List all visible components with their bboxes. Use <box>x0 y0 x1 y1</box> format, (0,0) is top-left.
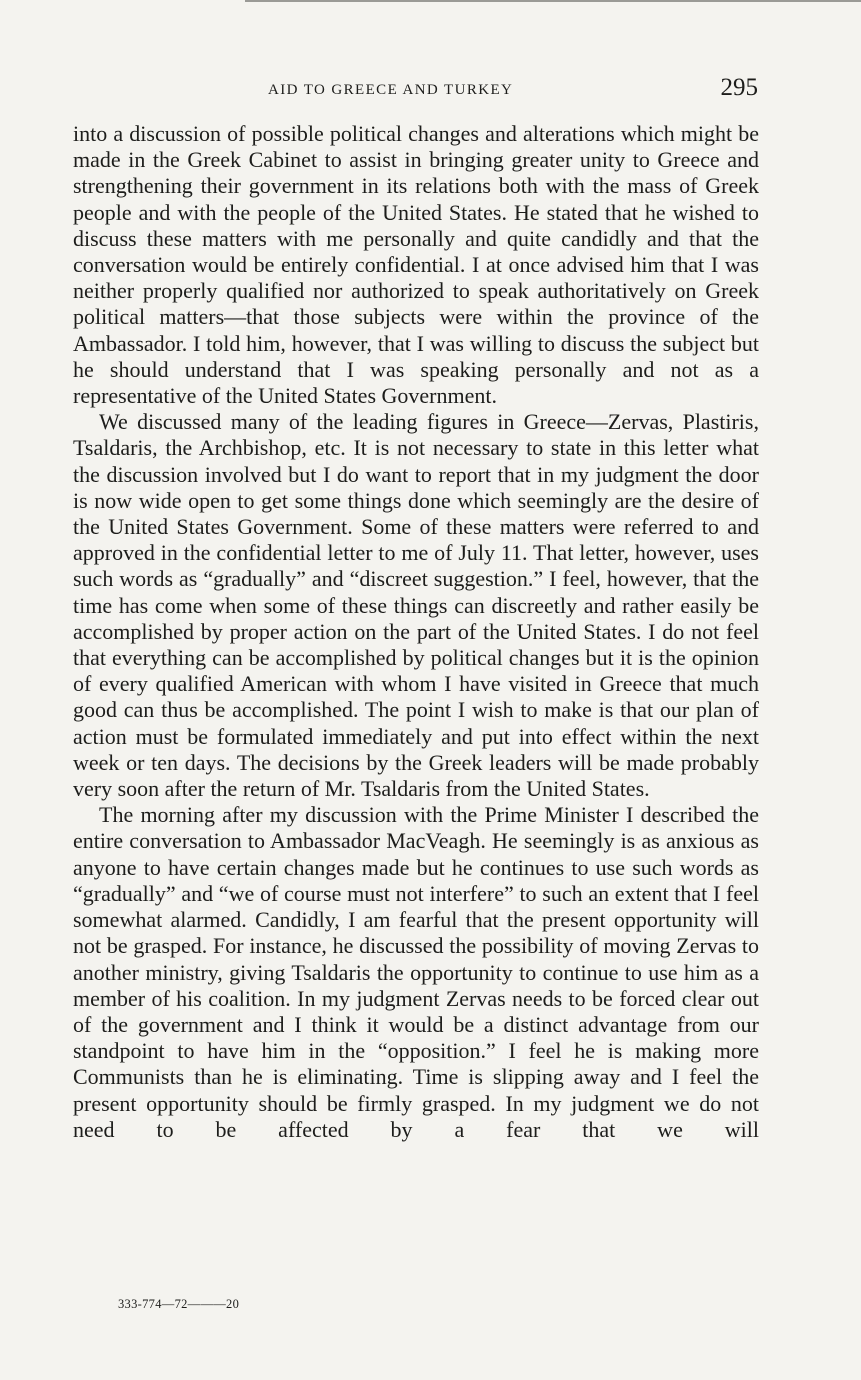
running-title: AID TO GREECE AND TURKEY <box>268 82 514 98</box>
paragraph-continued: into a discussion of possible political changes and alterations which might be made in the Greek Cabinet to assist in bringing greater unity to Greece and strengthening their government in its relations both with the mass of Greek people and with the people of the United States. He stated that he wished to discuss these matters with me personally and quite candidly and that the conversation would be entirely confidential. I at once advised him that I was neither properly qualified nor authorized to speak authoritatively on Greek political matters—that those subjects were within the province of the Ambassador. I told him, however, that I was willing to discuss the subject but he should understand that I was speaking personally and not as a representative of the United States Government. <box>73 121 759 409</box>
page-body <box>73 121 759 1143</box>
page-number: 295 <box>720 74 758 101</box>
paragraph-macveagh-discussion: The morning after my discussion with the Prime Minister I described the entire conversation to Ambassador MacVeagh. He seemingly is as anxious as anyone to have certain changes made but he continues to use such words as “gradually” and “we of course must not interfere” to such an extent that I feel somewhat alarmed. Candidly, I am fearful that the present opportunity will not be grasped. For instance, he discussed the possibility of moving Zervas to another ministry, giving Tsaldaris the opportunity to continue to use him as a member of his coalition. In my judgment Zervas needs to be forced clear out of the government and I think it would be a distinct advantage from our standpoint to have him in the “opposition.” I feel he is making more Communists than he is eliminating. Time is slipping away and I feel the present opportunity should be firmly grasped. In my judgment we do not need to be affected by a fear that we will <box>73 802 759 1142</box>
top-rule <box>245 0 861 2</box>
paragraph-leading-figures: We discussed many of the leading figures in Greece—Zervas, Plastiris, Tsaldaris, the Archbishop, etc. It is not necessary to state in this letter what the discussion involved but I do want to report that in my judgment the door is now wide open to get some things done which seemingly are the desire of the United States Government. Some of these matters were referred to and approved in the confidential letter to me of July 11. That letter, however, uses such words as “gradually” and “discreet suggestion.” I feel, however, that the time has come when some of these things can discreetly and rather easily be accomplished by proper action on the part of the United States. I do not feel that everything can be accomplished by political changes but it is the opinion of every qualified American with whom I have visited in Greece that much good can thus be accomplished. The point I wish to make is that our plan of action must be formulated immediately and put into effect within the next week or ten days. The decisions by the Greek leaders will be made probably very soon after the return of Mr. Tsaldaris from the United States. <box>73 409 759 802</box>
page-header <box>72 74 762 110</box>
print-code-footer: 333-774—72———20 <box>118 1297 240 1311</box>
